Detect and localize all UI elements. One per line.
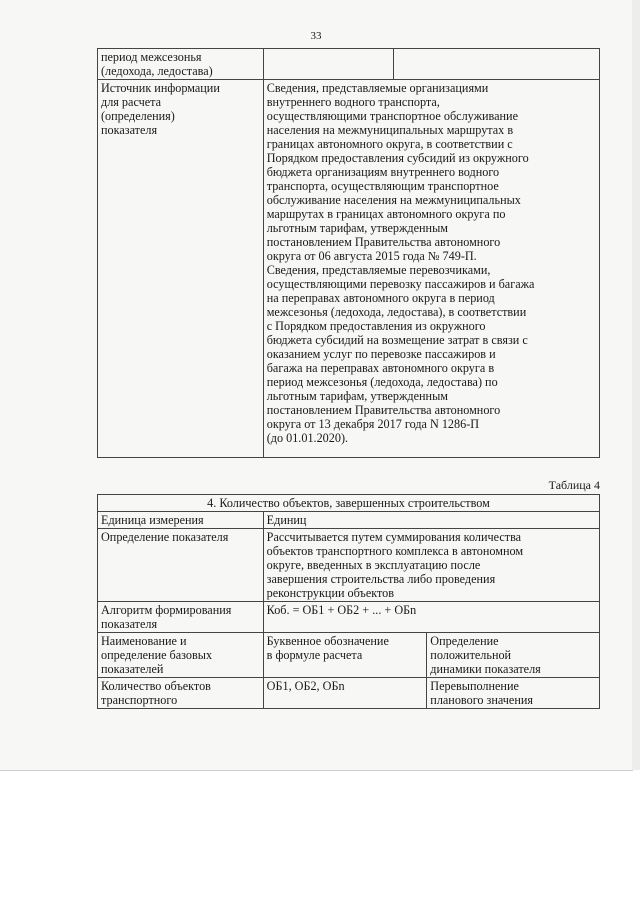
page-edge-shadow: [632, 0, 640, 770]
page-number: 33: [310, 30, 322, 42]
table-row: [98, 512, 600, 529]
definition-label: Определение показателя: [98, 529, 264, 602]
base-label: Наименование и определение базовых показателей: [98, 633, 264, 678]
row-label-source: Источник информации для расчета (определения) показателя: [98, 80, 264, 458]
table-row: [98, 49, 600, 80]
table-row: [98, 80, 600, 458]
table-caption: Таблица 4: [548, 478, 600, 492]
row-value-source: Сведения, представляемые организациями внутреннего водного транспорта, осуществляющими транспортное обслуживание населения на межмуниципальных маршрутах в границах автономного округа, в соответствии с Порядком предоставления субсидий из окружного бюджета организациям внутреннего водного транспорта, осуществляющим транспортное обслуживание населения на межмуниципальных маршрутах в границах автономного округа по льготным тарифам, утвержденным постановлением Правительства автономного округа от 06 августа 2015 года № 749-П. Сведения, представляемые перевозчиками, осуществляющими перевозку пассажиров и багажа на переправах автономного округа в период межсезонья (ледохода, ледостава), в соответствии с Порядком предоставления из окружного бюджета субсидий на возмещение затрат в связи с оказанием услуг по перевозке пассажиров и багажа на переправах автономного округа в период межсезонья (ледохода, ледостава) по льготным тарифам, утвержденным постановлением Правительства автономного округа от 13 декабря 2017 года N 1286-П (до 01.01.2020).: [263, 80, 599, 458]
definition-value: Рассчитывается путем суммирования количества объектов транспортного комплекса в автономном округе, введенных в эксплуатацию после завершения строительства либо проведения реконструкции объектов: [263, 529, 599, 602]
objects-letter: ОБ1, ОБ2, ОБn: [263, 678, 427, 709]
table-row: [98, 495, 600, 512]
table-heading: 4. Количество объектов, завершенных строительством: [98, 495, 600, 512]
indicator-table-continued: [97, 48, 600, 458]
table-row: [98, 602, 600, 633]
row-value-empty: [263, 49, 394, 80]
base-col-dynamics: Определение положительной динамики показателя: [427, 633, 600, 678]
indicator-table-4: [97, 494, 600, 709]
algorithm-value: Коб. = ОБ1 + ОБ2 + ... + ОБn: [263, 602, 599, 633]
objects-label: Количество объектов транспортного: [98, 678, 264, 709]
row-label-period: период межсезонья (ледохода, ледостава): [98, 49, 264, 80]
unit-value: Единиц: [263, 512, 599, 529]
algorithm-label: Алгоритм формирования показателя: [98, 602, 264, 633]
row-extra-empty: [394, 49, 600, 80]
unit-label: Единица измерения: [98, 512, 264, 529]
base-col-letter: Буквенное обозначение в формуле расчета: [263, 633, 427, 678]
table-row: [98, 678, 600, 709]
objects-dynamics: Перевыполнение планового значения: [427, 678, 600, 709]
table-row: [98, 633, 600, 678]
table-row: [98, 529, 600, 602]
